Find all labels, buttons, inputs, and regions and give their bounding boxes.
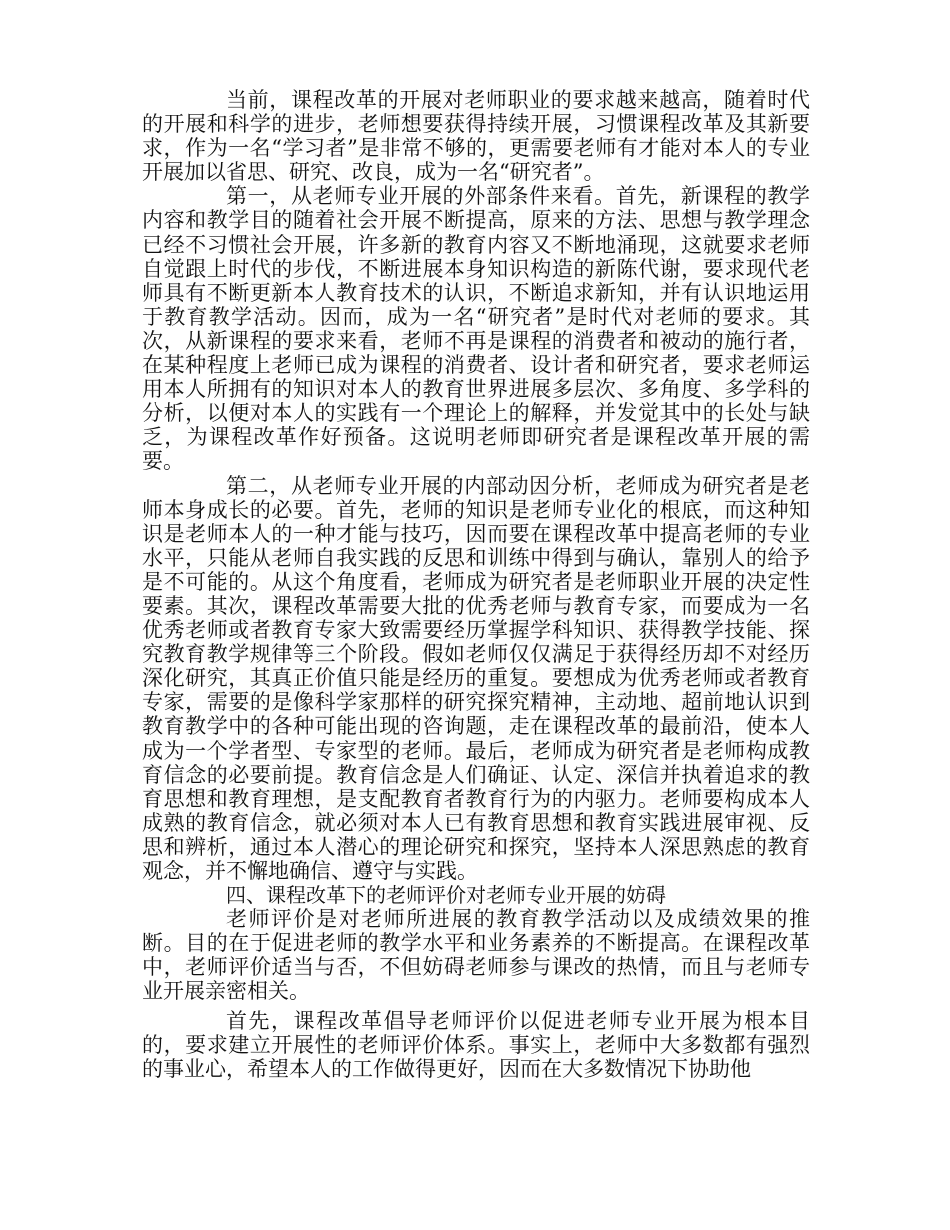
document-body [142, 88, 810, 1081]
paragraph-external-conditions: 第一，从老师专业开展的外部条件来看。首先，新课程的教学内容和教学目的随着社会开展不断提高，原来的方法、思想与教学理念已经不习惯社会开展，许多新的教育内容又不断地涌现，这就要求老师自觉跟上时代的步伐，不断进展本身知识构造的新陈代谢，要求现代老师具有不断更新本人教育技术的认识，不断追求新知，并有认识地运用于教育教学活动。因而，成为一名“研究者”是时代对老师的要求。其次，从新课程的要求来看，老师不再是课程的消费者和被动的施行者，在某种程度上老师已成为课程的消费者、设计者和研究者，要求老师运用本人所拥有的知识对本人的教育世界进展多层次、多角度、多学科的分析，以便对本人的实践有一个理论上的解释，并发觉其中的长处与缺乏，为课程改革作好预备。这说明老师即研究者是课程改革开展的需要。 [142, 184, 810, 474]
paragraph-intro: 当前，课程改革的开展对老师职业的要求越来越高，随着时代的开展和科学的进步，老师想要获得持续开展，习惯课程改革及其新要求，作为一名“学习者”是非常不够的，更需要老师有才能对本人的专业开展加以省思、研究、改良，成为一名“研究者”。 [142, 88, 810, 185]
paragraph-internal-motivation: 第二，从老师专业开展的内部动因分析，老师成为研究者是老师本身成长的必要。首先，老师的知识是老师专业化的根底，而这种知识是老师本人的一种才能与技巧，因而要在课程改革中提高老师的专业水平，只能从老师自我实践的反思和训练中得到与确认，靠别人的给予是不可能的。从这个角度看，老师成为研究者是老师职业开展的决定性要素。其次，课程改革需要大批的优秀老师与教育专家，而要成为一名优秀老师或者教育专家大致需要经历掌握学科知识、获得教学技能、探究教育教学规律等三个阶段。假如老师仅仅满足于获得经历却不对经历深化研究，其真正价值只能是经历的重复。要想成为优秀老师或者教育专家，需要的是像科学家那样的研究探究精神，主动地、超前地认识到教育教学中的各种可能出现的咨询题，走在课程改革的最前沿，使本人成为一个学者型、专家型的老师。最后，老师成为研究者是老师构成教育信念的必要前提。教育信念是人们确证、认定、深信并执着追求的教育思想和教育理想，是支配教育者教育行为的内驱力。老师要构成本人成熟的教育信念，就必须对本人已有教育思想和教育实践进展审视、反思和辨析，通过本人潜心的理论研究和探究，坚持本人深思熟虑的教育观念，并不懈地确信、遵守与实践。 [142, 473, 810, 883]
section-heading: 四、课程改革下的老师评价对老师专业开展的妨碍 [226, 883, 666, 908]
paragraph-first: 首先，课程改革倡导老师评价以促进老师专业开展为根本目的，要求建立开展性的老师评价体系。事实上，老师中大多数都有强烈的事业心，希望本人的工作做得更好，因而在大多数情况下协助他 [142, 1008, 810, 1081]
paragraph-teacher-evaluation: 老师评价是对老师所进展的教育教学活动以及成绩效果的推断。目的在于促进老师的教学水平和业务素养的不断提高。在课程改革中，老师评价适当与否，不但妨碍老师参与课改的热情，而且与老师专业开展亲密相关。 [142, 907, 810, 1004]
